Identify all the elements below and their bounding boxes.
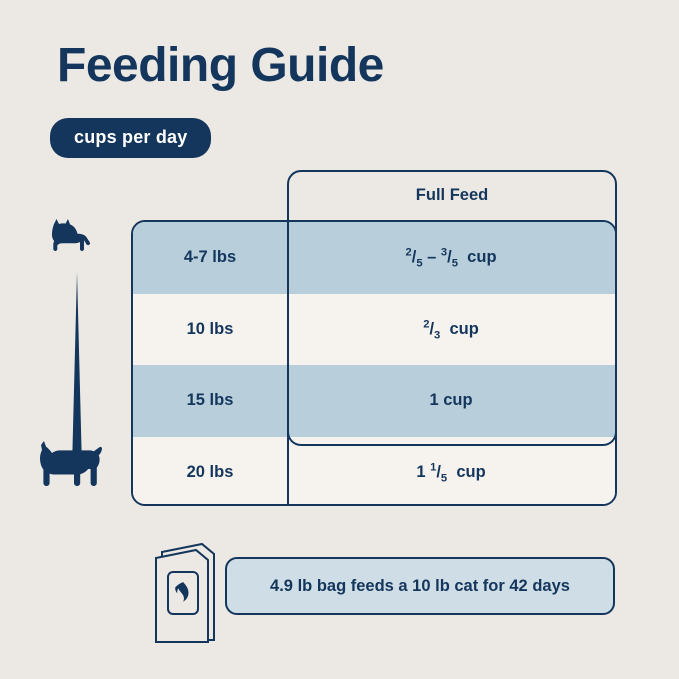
- pet-food-bag-icon: [140, 540, 236, 651]
- feeding-table-body: [131, 220, 617, 506]
- page-title: Feeding Guide: [57, 39, 384, 92]
- column-divider: [287, 220, 289, 506]
- cell-weight: 4-7 lbs: [183, 248, 237, 267]
- cat-sitting-icon: [48, 218, 92, 257]
- cell-weight: 10 lbs: [186, 319, 234, 338]
- feeding-table: [131, 170, 617, 510]
- cell-amount: $^2/_3$ cup: [423, 318, 479, 342]
- table-row: [133, 294, 615, 366]
- cups-per-day-badge: cups per day: [50, 118, 211, 158]
- column-header-full-feed: Full Feed: [415, 185, 489, 204]
- cell-weight: 15 lbs: [186, 391, 234, 410]
- cell-amount: 1 $^1/_5$ cup: [416, 461, 486, 485]
- table-row: [133, 437, 615, 507]
- cell-amount: $^2/_5 - ^3/_5$ cup: [405, 246, 497, 270]
- cat-size-illustration: [38, 210, 118, 510]
- bag-note-text: 4.9 lb bag feeds a 10 lb cat for 42 days: [225, 557, 615, 615]
- cell-amount: 1 cup: [429, 391, 473, 410]
- table-row: [133, 222, 615, 294]
- cat-walking-icon: [38, 438, 104, 493]
- cell-weight: 20 lbs: [186, 462, 234, 481]
- bag-note-section: [140, 540, 630, 650]
- table-row: [133, 365, 615, 437]
